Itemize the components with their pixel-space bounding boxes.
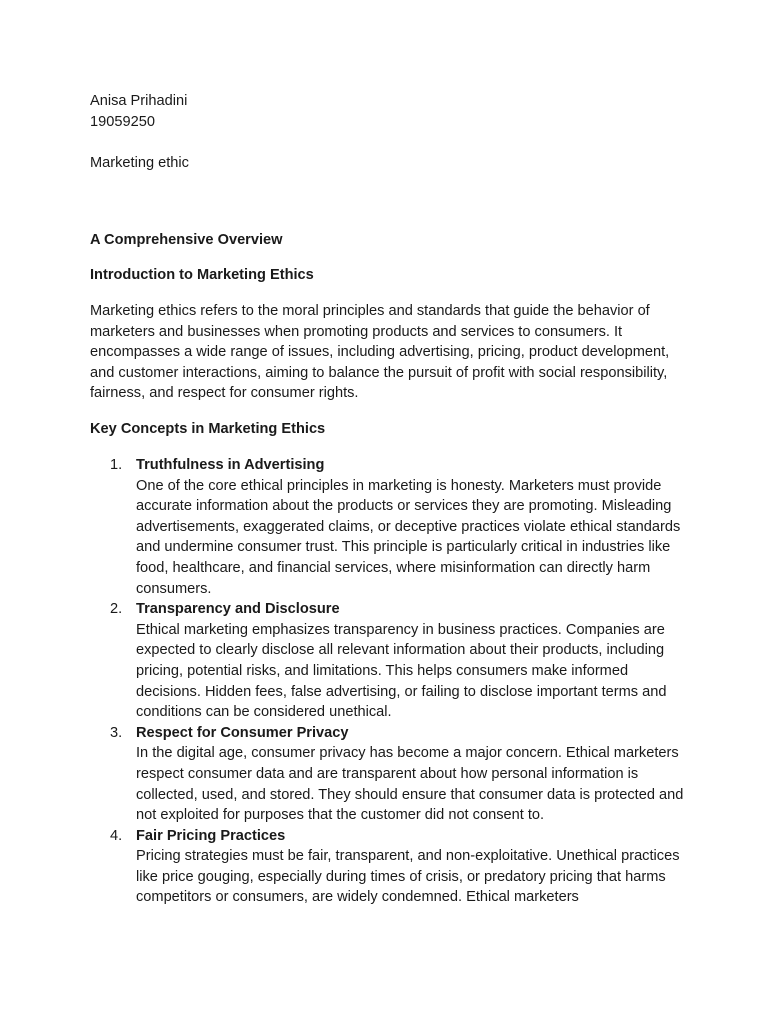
list-item-text: Ethical marketing emphasizes transparency in business practices. Companies are expected to clearly disclose all relevant information about their products, including pricing, potential risks, and limitations. This helps consumers make informed decisions. Hidden fees, false advertising, or failing to disclose important terms and conditions can be considered unethical. <box>136 621 667 721</box>
document-page <box>90 91 690 906</box>
list-item <box>90 723 690 826</box>
list-item <box>90 599 690 723</box>
list-item <box>90 826 690 908</box>
spacer <box>90 132 690 153</box>
list-number: 2. <box>110 601 123 618</box>
list-item-text: In the digital age, consumer privacy has become a major concern. Ethical marketers respect consumer data and are transparent about how personal information is collected, used, and stored. They should ensure that consumer data is protected and not exploited for purposes that the customer did not consent to. <box>136 745 684 824</box>
list-item-title: Truthfulness in Advertising <box>136 457 325 473</box>
intro-paragraph: Marketing ethics refers to the moral principles and standards that guide the behavior of marketers and businesses when promoting products and services to consumers. It encompasses a wide range of issues, including advertising, pricing, product development, and customer interactions, aiming to balance the pursuit of profit with social responsibility, fairness, and respect for consumer rights. <box>90 303 670 402</box>
list-item-text: Pricing strategies must be fair, transparent, and non-exploitative. Unethical practices like price gouging, especially during times of crisis, or predatory pricing that harms competitors or consumers, are widely condemned. Ethical marketers <box>136 848 680 906</box>
list-item-title: Fair Pricing Practices <box>136 827 286 844</box>
list-item <box>90 455 690 599</box>
concepts-heading: Key Concepts in Marketing Ethics <box>90 421 326 437</box>
student-id: 19059250 <box>90 113 155 130</box>
list-item-title: Transparency and Disclosure <box>136 601 340 618</box>
author-name: Anisa Prihadini <box>90 93 188 109</box>
list-item-text: One of the core ethical principles in marketing is honesty. Marketers must provide accurate information about the products or services they are promoting. Misleading advertisements, exaggerated claims, or deceptive practices violate ethical standards and undermine consumer trust. This principle is particularly critical in industries like food, healthcare, and financial services, where misinformation can directly harm consumers. <box>136 477 681 597</box>
list-number: 1. <box>110 457 123 473</box>
list-number: 3. <box>110 724 123 741</box>
overview-heading: A Comprehensive Overview <box>90 232 283 248</box>
list-number: 4. <box>110 827 123 844</box>
intro-heading: Introduction to Marketing Ethics <box>90 267 314 283</box>
list-item-title: Respect for Consumer Privacy <box>136 724 349 741</box>
course-title: Marketing ethic <box>90 154 189 171</box>
concepts-list <box>90 455 690 908</box>
